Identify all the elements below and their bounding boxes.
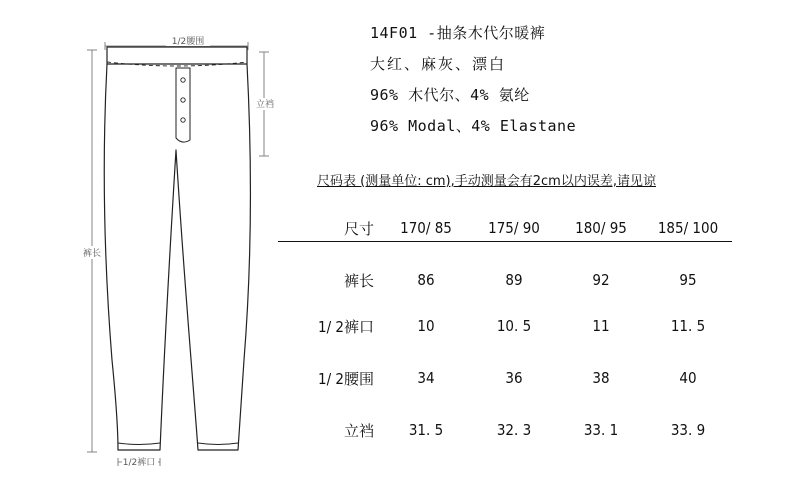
table-cell: 32. 3 (496, 421, 532, 439)
size-header-label: 尺寸 (278, 215, 382, 242)
table-cell: 11 (592, 317, 610, 335)
product-colors: 大红、麻灰、漂白 (370, 55, 507, 73)
table-cell: 11. 5 (670, 317, 706, 335)
size-column-header: 170/ 85 (382, 215, 470, 242)
table-row (278, 242, 732, 301)
composition-en: 96% Modal、4% Elastane (370, 117, 577, 135)
table-cell: 10 (417, 317, 435, 335)
size-column-header: 180/ 95 (558, 215, 644, 242)
row-label-rise: 立裆 (343, 421, 374, 440)
size-column-header: 185/ 100 (644, 215, 732, 242)
size-table-header-row (278, 215, 732, 242)
table-row (278, 300, 732, 352)
table-cell: 95 (679, 271, 697, 289)
table-cell: 40 (679, 369, 697, 387)
table-row (278, 352, 732, 404)
product-info (370, 22, 576, 146)
table-cell: 92 (592, 271, 610, 289)
waist-dimension-label: 1/2腰围 (171, 37, 205, 47)
table-cell: 34 (417, 369, 435, 387)
table-cell: 38 (592, 369, 610, 387)
rise-dimension-label: 立裆 (255, 100, 275, 110)
table-row (278, 404, 732, 456)
length-dimension-label: 裤长 (82, 249, 102, 259)
row-label-waist: 1/ 2腰围 (317, 369, 374, 388)
size-chart-note: 尺码表 (测量单位: cm),手动测量会有2cm以内误差,请见谅 (317, 174, 656, 189)
product-code-name: 14F01 -抽条木代尔暖裤 (370, 24, 546, 42)
row-label-cuff: 1/ 2裤口 (317, 317, 374, 336)
table-cell: 33. 1 (583, 421, 619, 439)
row-label-length: 裤长 (343, 271, 374, 290)
table-cell: 36 (505, 369, 523, 387)
pants-technical-drawing (0, 0, 290, 480)
size-column-header: 175/ 90 (470, 215, 558, 242)
table-cell: 10. 5 (496, 317, 532, 335)
table-cell: 86 (417, 271, 435, 289)
table-cell: 31. 5 (408, 421, 444, 439)
cuff-dimension-label: 1/2裤口 (122, 458, 156, 468)
table-cell: 89 (505, 271, 523, 289)
table-cell: 33. 9 (670, 421, 706, 439)
pants-outline (104, 47, 250, 450)
composition-cn: 96% 木代尔、4% 氨纶 (370, 86, 530, 104)
size-table (278, 215, 732, 456)
